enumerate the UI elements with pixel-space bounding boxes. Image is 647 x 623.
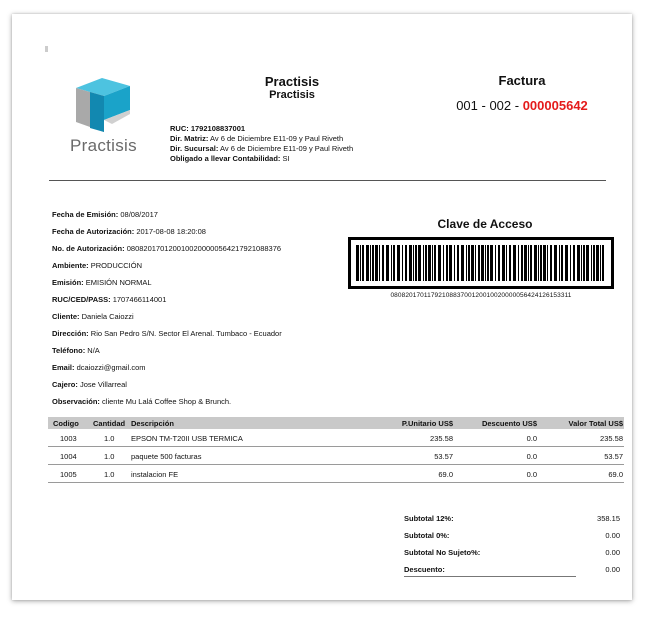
corner-mark	[45, 46, 48, 52]
col-descuento: Descuento US$	[481, 419, 537, 428]
total-label: Subtotal 0%:	[404, 531, 450, 540]
sucursal-label: Dir. Sucursal:	[170, 144, 219, 153]
cell-descripcion: EPSON TM-T20II USB TERMICA	[131, 434, 243, 443]
logo-cube-icon	[72, 74, 142, 136]
field-value: 2017-08-08 18:20:08	[136, 227, 206, 236]
logo-wordmark: Practisis	[70, 136, 137, 155]
cell-descripcion: paquete 500 facturas	[131, 452, 202, 461]
field-value: dcaiozzi@gmail.com	[76, 363, 146, 372]
field-label: Observación:	[52, 397, 100, 406]
company-info	[170, 124, 353, 164]
ruc-label: RUC:	[170, 124, 189, 133]
ruc-value: 1792108837001	[190, 124, 246, 133]
document-type: Factura	[498, 73, 546, 88]
total-row	[404, 548, 620, 560]
field-value: 0808201701200100200000564217921088376	[126, 244, 282, 253]
field-value: N/A	[87, 346, 100, 355]
cell-descuento: 0.0	[526, 434, 537, 443]
cell-descuento: 0.0	[526, 470, 537, 479]
field-label: Teléfono:	[52, 346, 86, 355]
field-label: Ambiente:	[52, 261, 89, 270]
field-row	[52, 329, 282, 338]
field-row	[52, 210, 158, 219]
totals-divider	[404, 576, 576, 577]
barcode	[348, 237, 614, 289]
invoice-sheet	[12, 14, 632, 600]
cell-codigo: 1003	[60, 434, 77, 443]
document-prefix: 001 - 002 -	[456, 98, 523, 113]
matriz-value: Av 6 de Diciembre E11-09 y Paul Riveth	[210, 134, 344, 143]
field-label: RUC/CED/PASS:	[52, 295, 111, 304]
field-row	[52, 244, 281, 253]
col-valor-total: Valor Total US$	[568, 419, 623, 428]
cell-valor-total: 69.0	[608, 470, 623, 479]
field-row	[52, 227, 206, 236]
barcode-bars	[356, 245, 606, 281]
field-value: EMISIÓN NORMAL	[85, 278, 152, 287]
field-value: cliente Mu Lalá Coffee Shop & Brunch.	[102, 397, 232, 406]
field-label: No. de Autorización:	[52, 244, 125, 253]
document-number	[432, 98, 612, 113]
field-row	[52, 261, 142, 270]
total-value: 0.00	[605, 565, 620, 574]
contabilidad-value: SI	[282, 154, 290, 163]
clave-title: Clave de Acceso	[437, 217, 533, 231]
table-row	[48, 447, 624, 465]
field-label: Fecha de Emisión:	[52, 210, 119, 219]
total-row	[404, 514, 620, 526]
clave-number: 0808201701179210883700120010020000056424126153311	[390, 292, 572, 299]
cell-cantidad: 1.0	[104, 434, 115, 443]
col-cantidad: Cantidad	[93, 419, 126, 428]
table-body	[48, 429, 624, 483]
total-value: 358.15	[597, 514, 620, 523]
total-value: 0.00	[605, 548, 620, 557]
company-name: Practisis	[264, 74, 320, 89]
field-row	[52, 380, 127, 389]
sucursal-value: Av 6 de Diciembre E11-09 y Paul Riveth	[220, 144, 354, 153]
document-sequence: 000005642	[522, 98, 588, 113]
cell-punitario: 235.58	[430, 434, 453, 443]
field-value: Daniela Caiozzi	[81, 312, 134, 321]
matriz-label: Dir. Matriz:	[170, 134, 209, 143]
total-value: 0.00	[605, 531, 620, 540]
contabilidad-label: Obligado a llevar Contabilidad:	[170, 154, 281, 163]
cell-cantidad: 1.0	[104, 470, 115, 479]
items-table	[48, 417, 624, 483]
field-label: Email:	[52, 363, 75, 372]
total-row	[404, 531, 620, 543]
table-header	[48, 417, 624, 429]
cell-valor-total: 235.58	[600, 434, 623, 443]
cell-valor-total: 53.57	[604, 452, 623, 461]
cell-descuento: 0.0	[526, 452, 537, 461]
field-label: Cliente:	[52, 312, 80, 321]
field-label: Emisión:	[52, 278, 84, 287]
field-row	[52, 278, 152, 287]
cell-codigo: 1005	[60, 470, 77, 479]
cell-punitario: 69.0	[438, 470, 453, 479]
cell-descripcion: instalacion FE	[131, 470, 179, 479]
field-row	[52, 397, 231, 406]
field-value: Rio San Pedro S/N. Sector El Arenal. Tumbaco - Ecuador	[90, 329, 282, 338]
company-trade-name: Practisis	[269, 89, 315, 101]
cell-cantidad: 1.0	[104, 452, 115, 461]
total-label: Descuento:	[404, 565, 445, 574]
table-row	[48, 429, 624, 447]
total-label: Subtotal No Sujeto%:	[404, 548, 481, 557]
header-divider	[49, 180, 606, 181]
field-label: Dirección:	[52, 329, 89, 338]
field-value: PRODUCCIÓN	[90, 261, 143, 270]
field-label: Cajero:	[52, 380, 78, 389]
col-codigo: Codigo	[53, 419, 79, 428]
table-row	[48, 465, 624, 483]
field-value: 1707466114001	[112, 295, 167, 304]
cell-codigo: 1004	[60, 452, 77, 461]
field-value: 08/08/2017	[120, 210, 158, 219]
field-label: Fecha de Autorización:	[52, 227, 135, 236]
cell-punitario: 53.57	[434, 452, 453, 461]
field-row	[52, 312, 134, 321]
col-descripcion: Descripción	[131, 419, 174, 428]
field-row	[52, 346, 100, 355]
col-punitario: P.Unitario US$	[401, 419, 453, 428]
field-value: Jose Villarreal	[79, 380, 127, 389]
field-row	[52, 363, 146, 372]
field-row	[52, 295, 166, 304]
total-label: Subtotal 12%:	[404, 514, 454, 523]
